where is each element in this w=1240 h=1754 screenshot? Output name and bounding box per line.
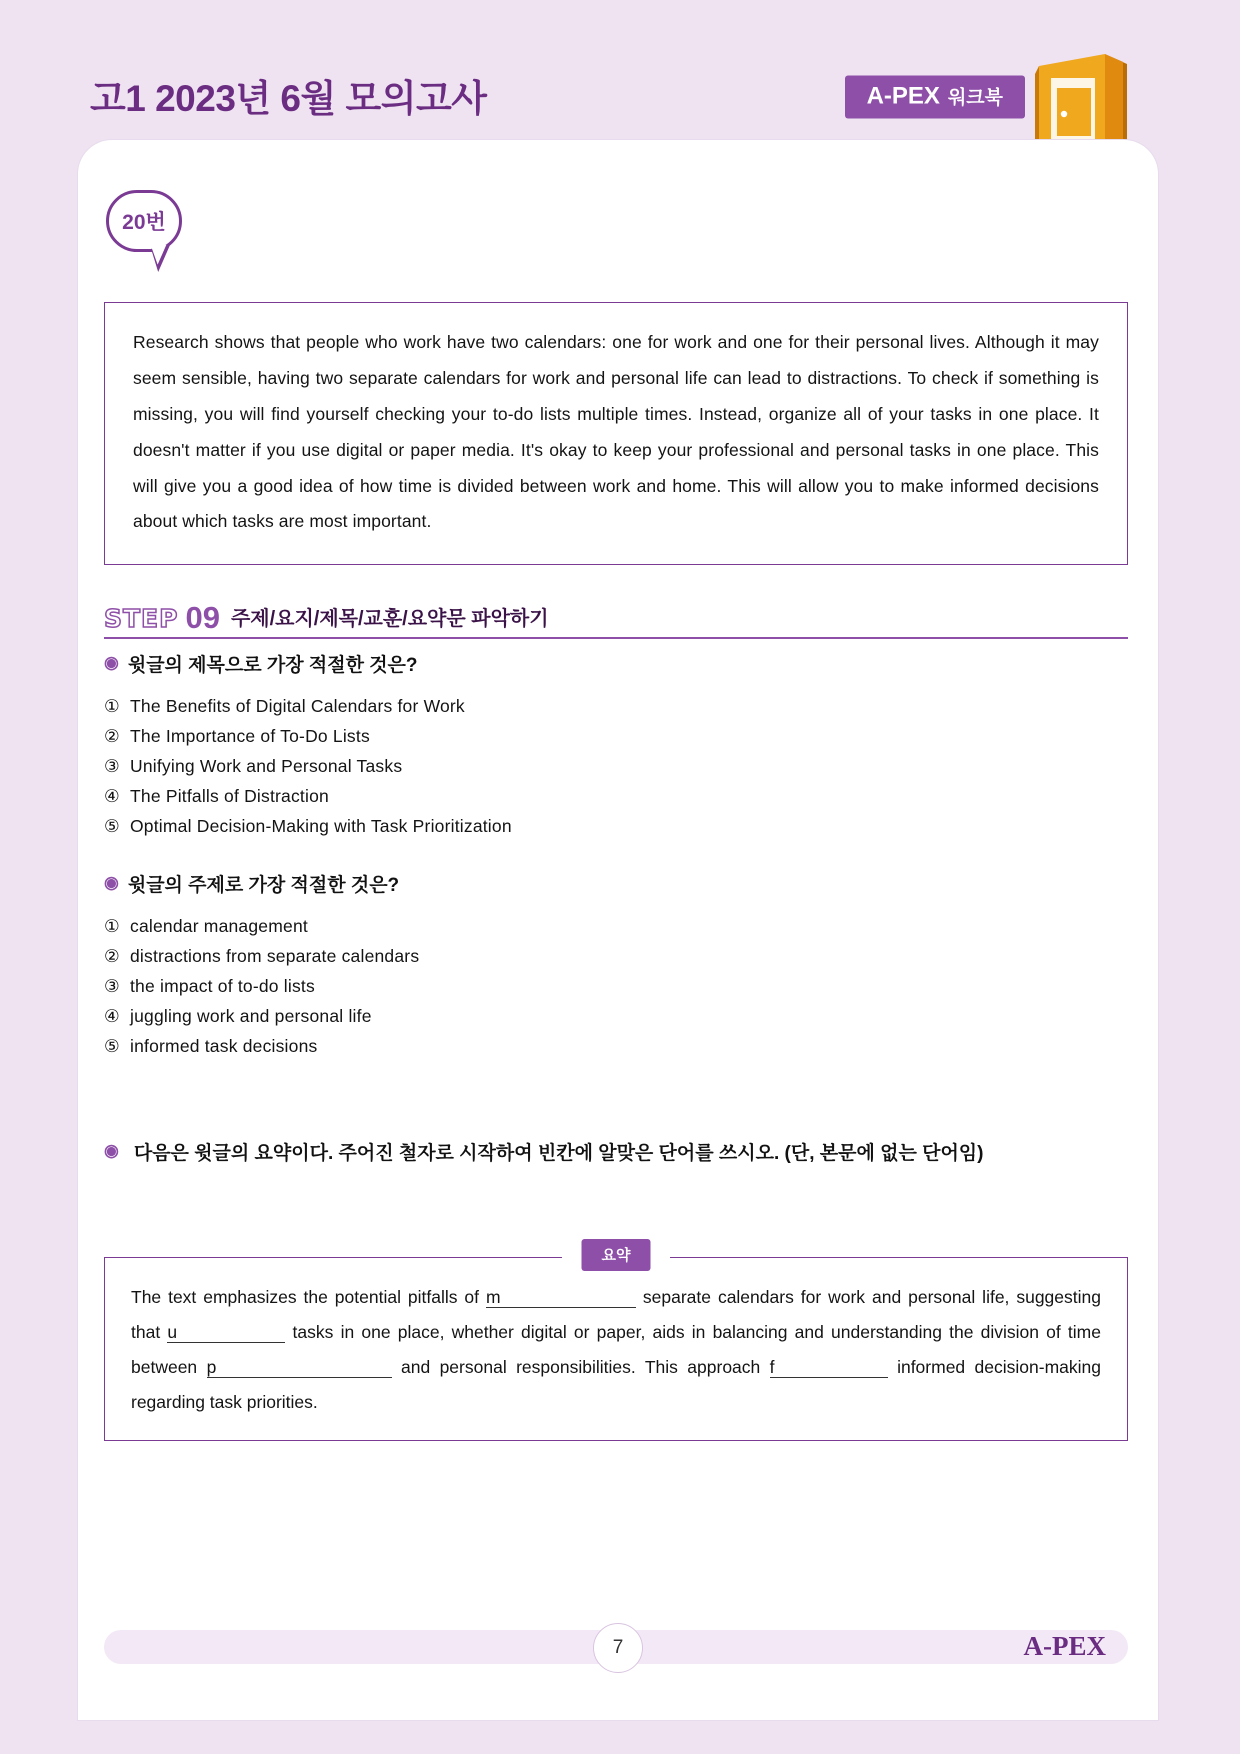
footer-logo: A-PEX — [1023, 1631, 1106, 1661]
summary-text — [131, 1280, 1101, 1420]
step-word: STEP — [104, 604, 179, 633]
page-title: 고1 2023년 6월 모의고사 — [90, 78, 487, 119]
question-1-prompt: 윗글의 제목으로 가장 적절한 것은? — [127, 655, 418, 676]
bullet-icon: ◉ — [104, 873, 119, 892]
question-2-prompt: 윗글의 주제로 가장 적절한 것은? — [127, 875, 400, 896]
choice-label: calendar management — [130, 915, 308, 936]
summary-part-1: The text emphasizes the potential pitfalls of — [131, 1287, 486, 1307]
choice-label: informed task decisions — [130, 1035, 318, 1056]
summary-box — [104, 1257, 1128, 1441]
choice-item[interactable] — [104, 971, 1128, 1001]
choice-item[interactable] — [104, 1001, 1128, 1031]
choice-number: ① — [104, 915, 120, 936]
summary-part-2: separate calendars for work and personal life, suggesting that — [131, 1287, 1101, 1342]
choice-number: ⑤ — [104, 1035, 120, 1056]
page-header — [0, 0, 1240, 160]
question-3-prompt: 다음은 윗글의 요약이다. 주어진 철자로 시작하여 빈칸에 알맞은 단어를 쓰시오. (단, 본문에 없는 단어임) — [133, 1143, 984, 1164]
question-1 — [104, 652, 1128, 841]
choice-number: ② — [104, 725, 120, 746]
choice-label: Unifying Work and Personal Tasks — [130, 755, 403, 776]
choice-item[interactable] — [104, 721, 1128, 751]
choice-number: ④ — [104, 785, 120, 806]
summary-section — [104, 1247, 1128, 1441]
choice-number: ② — [104, 945, 120, 966]
choice-number: ① — [104, 695, 120, 716]
bullet-icon: ◉ — [104, 1141, 119, 1160]
summary-blank-4[interactable]: f — [770, 1358, 888, 1378]
choice-label: The Benefits of Digital Calendars for Work — [130, 695, 465, 716]
choice-label: The Importance of To-Do Lists — [130, 725, 370, 746]
choice-item[interactable] — [104, 941, 1128, 971]
choice-number: ③ — [104, 755, 120, 776]
question-1-head — [104, 652, 1128, 681]
summary-part-4: and personal responsibilities. This approach — [391, 1357, 770, 1377]
summary-blank-1[interactable]: m — [486, 1288, 636, 1308]
question-number-bubble: 20번 — [106, 190, 182, 252]
question-2-choices — [104, 911, 1128, 1061]
step-number: 09 — [185, 600, 220, 635]
choice-item[interactable] — [104, 691, 1128, 721]
choice-label: distractions from separate calendars — [130, 945, 420, 966]
passage-text: Research shows that people who work have two calendars: one for work and one for their personal lives. Although it may seem sensible, having two separate calendars for work and personal life can lead to distractions. To check if something is missing, you will find yourself checking your to-do lists multiple times. Instead, organize all of your tasks in one place. It doesn't matter if you use digital or paper media. It's okay to keep your professional and personal tasks in one place. This will give you a good idea of how time is divided between work and home. This will allow you to make informed decisions about which tasks are most important. — [133, 332, 1099, 532]
passage-box — [104, 302, 1128, 565]
choice-item[interactable] — [104, 781, 1128, 811]
question-3 — [104, 1140, 1128, 1179]
summary-blank-2[interactable]: u — [167, 1323, 285, 1343]
question-3-head — [104, 1140, 1128, 1169]
choice-item[interactable] — [104, 751, 1128, 781]
choice-item[interactable] — [104, 911, 1128, 941]
summary-blank-3[interactable]: p — [207, 1358, 392, 1378]
brand-badge-main: A-PEX — [866, 82, 940, 110]
question-1-choices — [104, 691, 1128, 841]
summary-tab-label: 요약 — [582, 1239, 651, 1271]
bullet-icon: ◉ — [104, 653, 119, 672]
question-2 — [104, 872, 1128, 1061]
page-number: 7 — [593, 1623, 643, 1673]
step-label: 주제/요지/제목/교훈/요약문 파악하기 — [230, 608, 549, 630]
choice-label: the impact of to-do lists — [130, 975, 315, 996]
question-2-head — [104, 872, 1128, 901]
choice-item[interactable] — [104, 811, 1128, 841]
step-header — [104, 595, 1128, 639]
summary-part-5: informed decision-making regarding task priorities. — [131, 1357, 1102, 1412]
choice-label: The Pitfalls of Distraction — [130, 785, 329, 806]
summary-part-3: tasks in one place, whether digital or paper, aids in balancing and understanding the division of time between — [131, 1322, 1101, 1377]
brand-badge — [845, 76, 1025, 119]
choice-number: ⑤ — [104, 815, 120, 836]
choice-item[interactable] — [104, 1031, 1128, 1061]
choice-label: Optimal Decision-Making with Task Prioritization — [130, 815, 512, 836]
choice-label: juggling work and personal life — [130, 1005, 372, 1026]
brand-badge-sub: 워크북 — [947, 87, 1003, 109]
worksheet-page — [78, 140, 1158, 1720]
choice-number: ③ — [104, 975, 120, 996]
choice-number: ④ — [104, 1005, 120, 1026]
